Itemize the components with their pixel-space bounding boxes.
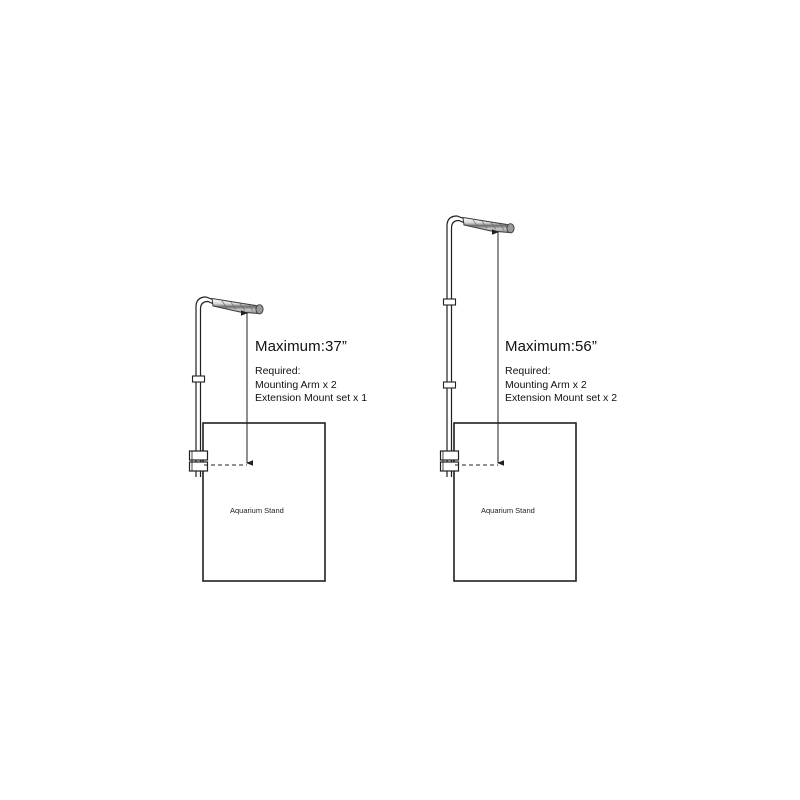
left-required-item-2: Extension Mount set x 1 [255,392,368,404]
left-annotation-block [255,338,367,406]
right-annotation-block [505,338,617,406]
left-stand-label: Aquarium Stand [230,506,284,515]
left-maximum-label: Maximum:37” [255,338,347,355]
right-required-item-1: Mounting Arm x 2 [505,378,587,391]
left-required-list [255,365,367,406]
right-stand-label: Aquarium Stand [481,506,535,515]
right-required-item-2: Extension Mount set x 2 [505,392,618,404]
right-maximum-label: Maximum:56” [505,338,597,355]
right-required-heading: Required: [505,365,551,377]
left-required-item-1: Mounting Arm x 2 [255,378,337,391]
right-required-list [505,365,617,406]
left-required-heading: Required: [255,365,301,377]
